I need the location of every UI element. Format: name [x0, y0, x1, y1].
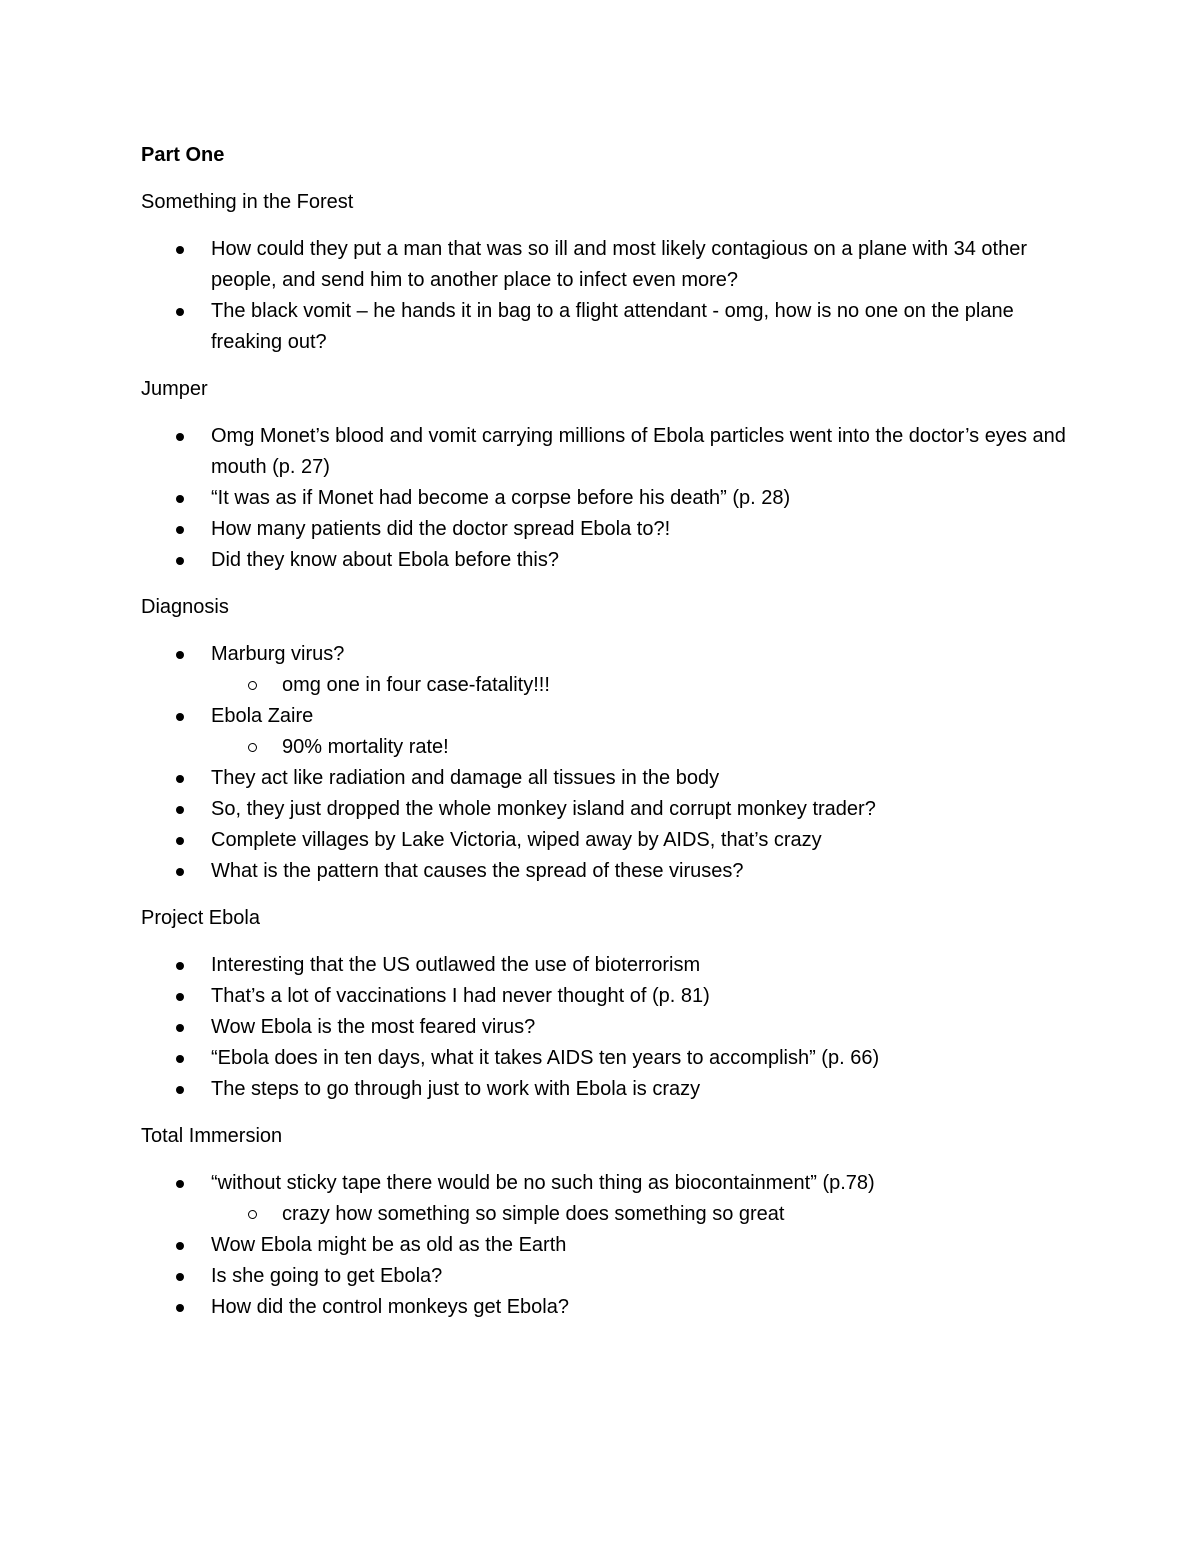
list-item: [141, 1074, 1071, 1105]
bullet-list: [141, 639, 1071, 887]
list-item: [141, 1261, 1071, 1292]
list-item-text: That’s a lot of vaccinations I had never thought of (p. 81): [211, 985, 710, 1007]
list-item: [141, 825, 1071, 856]
list-item: [141, 514, 1071, 545]
list-item: [141, 421, 1071, 483]
sub-list-item: [211, 1199, 1071, 1230]
section-heading: Diagnosis: [141, 596, 229, 618]
list-item-text: What is the pattern that causes the spread of these viruses?: [211, 860, 744, 882]
bullet-icon: [176, 1180, 184, 1188]
list-item: [141, 545, 1071, 576]
list-item: [141, 950, 1071, 981]
list-item-text: “Ebola does in ten days, what it takes AIDS ten years to accomplish” (p. 66): [211, 1047, 880, 1069]
list-item: [141, 856, 1071, 887]
list-item: [141, 296, 1071, 358]
bullet-icon: [176, 806, 184, 814]
list-item: [141, 981, 1071, 1012]
section-heading: Something in the Forest: [141, 191, 354, 213]
bullet-list: [141, 421, 1071, 576]
list-item: [141, 639, 1071, 701]
bullet-icon: [176, 775, 184, 783]
bullet-list: [141, 234, 1071, 358]
list-item-text: Wow Ebola is the most feared virus?: [211, 1016, 536, 1038]
sub-list-item: [211, 732, 1071, 763]
list-item-text: The steps to go through just to work with Ebola is crazy: [211, 1078, 701, 1100]
sub-list-item: [211, 670, 1071, 701]
bullet-icon: [176, 993, 184, 1001]
list-item-text: How did the control monkeys get Ebola?: [211, 1296, 569, 1318]
bullet-list: [141, 950, 1071, 1105]
hollow-bullet-icon: [248, 1210, 257, 1219]
list-item: [141, 1012, 1071, 1043]
bullet-icon: [176, 308, 184, 316]
bullet-icon: [176, 962, 184, 970]
list-item-text: The black vomit – he hands it in bag to a flight attendant - omg, how is no one on the plane freaking out?: [211, 300, 1014, 353]
list-item: [141, 483, 1071, 514]
list-item: [141, 1292, 1071, 1323]
list-item-text: Did they know about Ebola before this?: [211, 549, 559, 571]
list-item-text: Wow Ebola might be as old as the Earth: [211, 1234, 567, 1256]
section-heading: Total Immersion: [141, 1125, 283, 1147]
list-item-text: Is she going to get Ebola?: [211, 1265, 443, 1287]
bullet-icon: [176, 495, 184, 503]
list-item-text: “without sticky tape there would be no such thing as biocontainment” (p.78): [211, 1172, 875, 1194]
section-heading: Jumper: [141, 378, 208, 400]
bullet-icon: [176, 1273, 184, 1281]
list-item: [141, 701, 1071, 763]
list-item: [141, 1230, 1071, 1261]
hollow-bullet-icon: [248, 681, 257, 690]
list-item-text: How could they put a man that was so ill and most likely contagious on a plane with 34 other people, and send him to another place to infect even more?: [211, 238, 1028, 291]
section-heading: Project Ebola: [141, 907, 260, 929]
bullet-icon: [176, 713, 184, 721]
sub-list: [211, 670, 1071, 701]
bullet-icon: [176, 868, 184, 876]
list-item-text: “It was as if Monet had become a corpse before his death” (p. 28): [211, 487, 791, 509]
list-item: [141, 234, 1071, 296]
bullet-icon: [176, 1304, 184, 1312]
bullet-list: [141, 1168, 1071, 1323]
bullet-icon: [176, 1242, 184, 1250]
list-item-text: How many patients did the doctor spread Ebola to?!: [211, 518, 671, 540]
sub-list-item-text: omg one in four case-fatality!!!: [282, 674, 550, 696]
bullet-icon: [176, 557, 184, 565]
bullet-icon: [176, 526, 184, 534]
list-item-text: Marburg virus?: [211, 643, 345, 665]
bullet-icon: [176, 433, 184, 441]
sub-list: [211, 732, 1071, 763]
list-item-text: Ebola Zaire: [211, 705, 314, 727]
list-item: [141, 1043, 1071, 1074]
bullet-icon: [176, 1055, 184, 1063]
list-item-text: Interesting that the US outlawed the use of bioterrorism: [211, 954, 701, 976]
list-item-text: Omg Monet’s blood and vomit carrying millions of Ebola particles went into the doctor’s eyes and mouth (p. 27): [211, 425, 1066, 478]
bullet-icon: [176, 651, 184, 659]
bullet-icon: [176, 1024, 184, 1032]
list-item: [141, 1168, 1071, 1230]
sub-list: [211, 1199, 1071, 1230]
list-item-text: So, they just dropped the whole monkey island and corrupt monkey trader?: [211, 798, 876, 820]
bullet-icon: [176, 837, 184, 845]
list-item-text: They act like radiation and damage all tissues in the body: [211, 767, 720, 789]
bullet-icon: [176, 1086, 184, 1094]
list-item-text: Complete villages by Lake Victoria, wiped away by AIDS, that’s crazy: [211, 829, 822, 851]
bullet-icon: [176, 246, 184, 254]
sections-container: [141, 187, 1071, 1323]
list-item: [141, 794, 1071, 825]
document-page: [141, 140, 1071, 1339]
part-title: Part One: [141, 144, 225, 166]
list-item: [141, 763, 1071, 794]
sub-list-item-text: 90% mortality rate!: [282, 736, 449, 758]
hollow-bullet-icon: [248, 743, 257, 752]
sub-list-item-text: crazy how something so simple does something so great: [282, 1203, 785, 1225]
